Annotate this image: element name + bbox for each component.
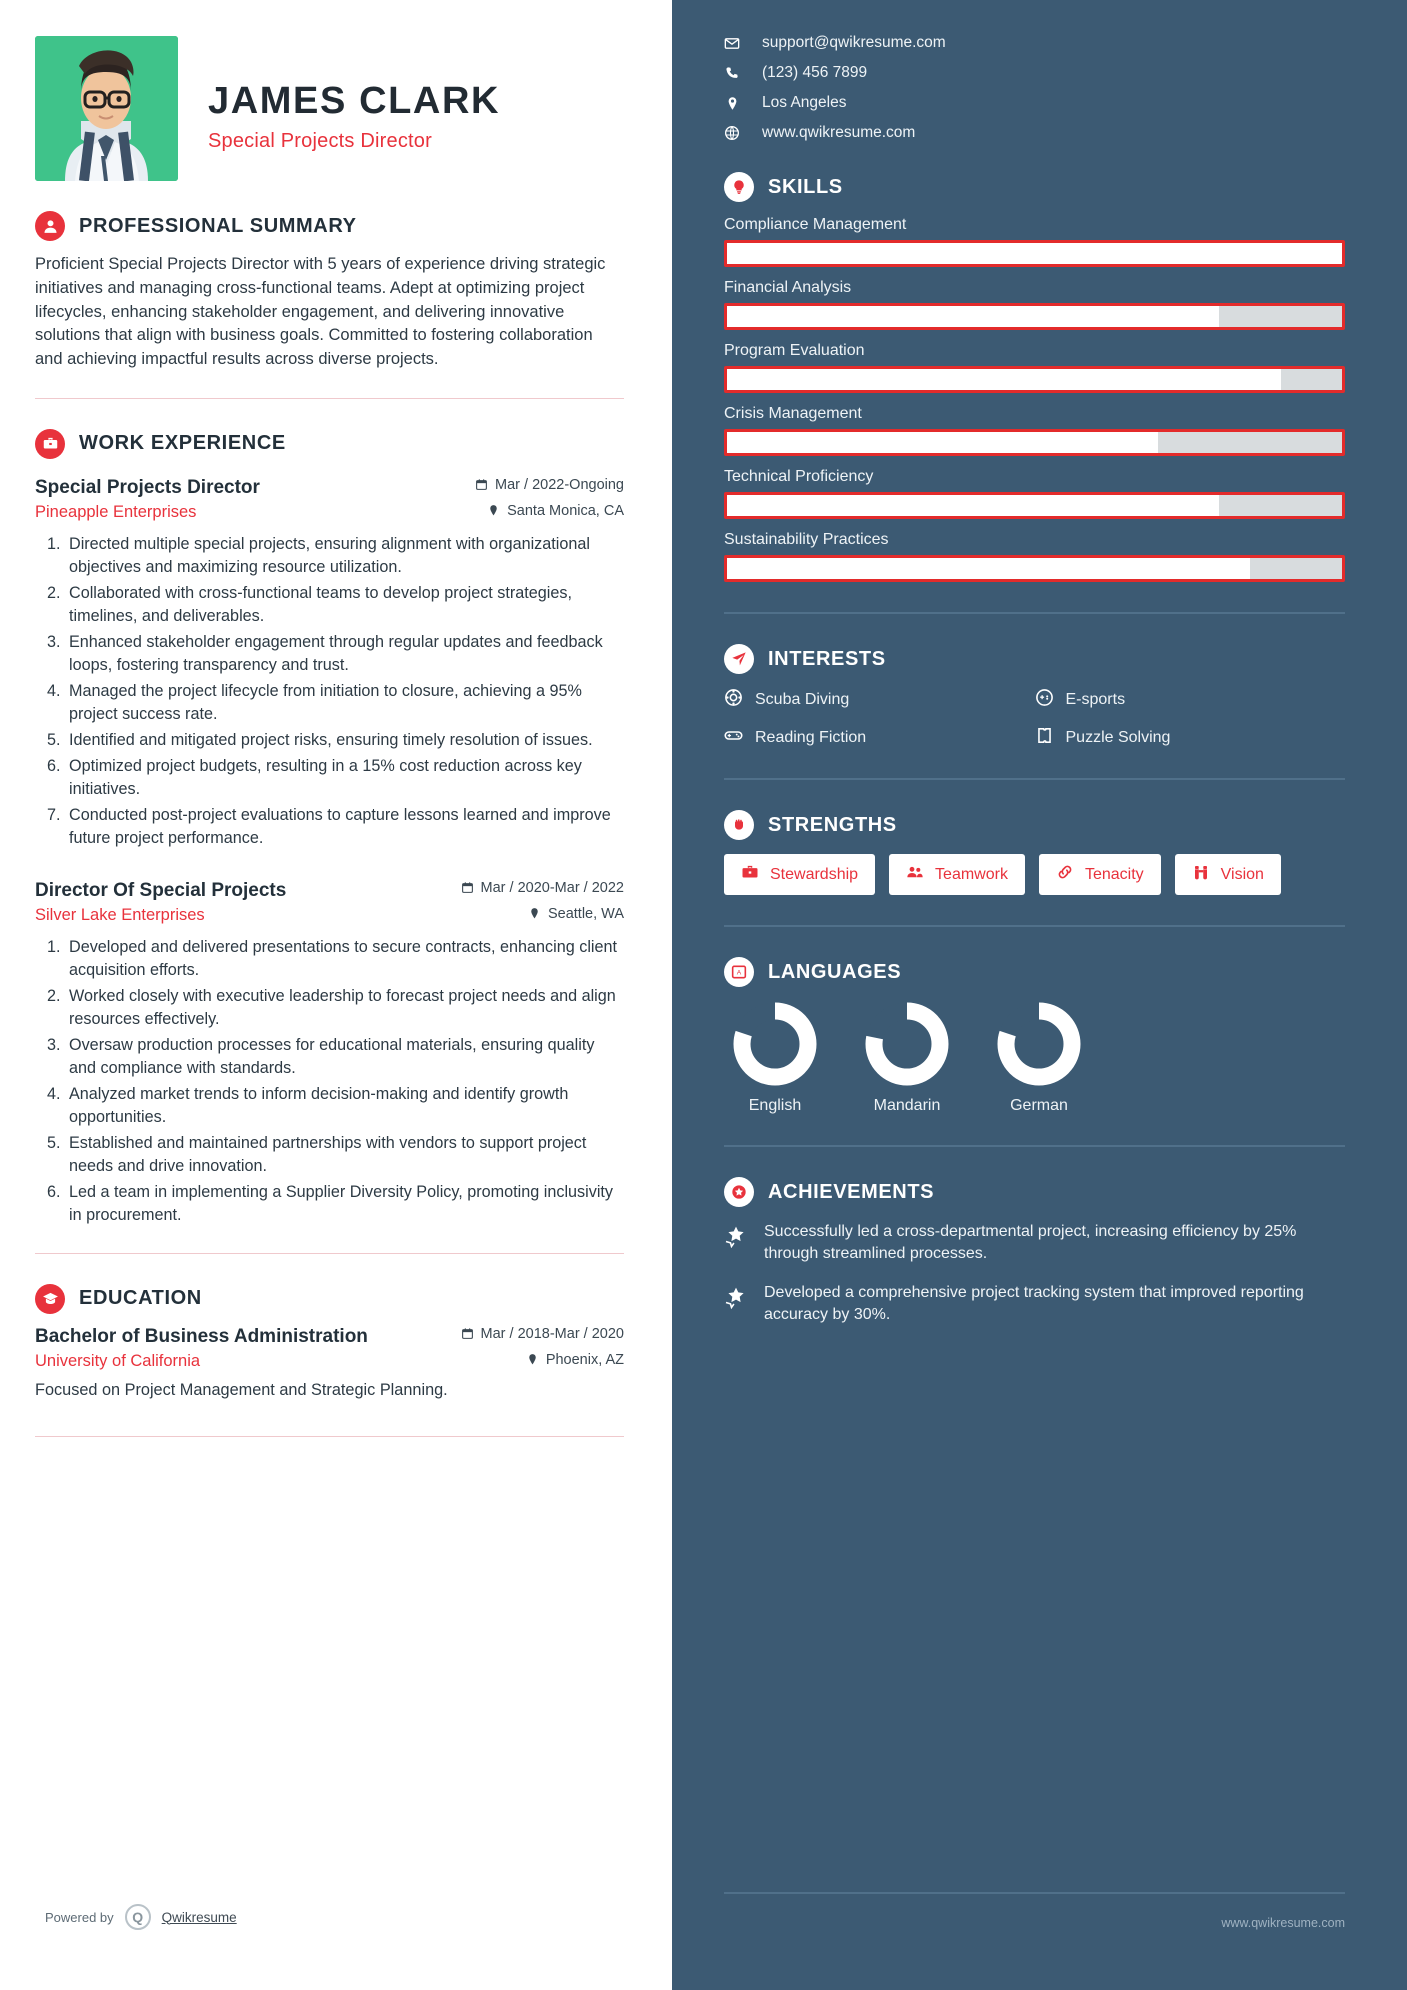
interest-item: [1035, 726, 1346, 750]
calendar-icon: [461, 1327, 474, 1340]
pin-icon: [487, 504, 500, 517]
skill-progress-fill: [727, 243, 1342, 264]
list-item: 6. Optimized project budgets, resulting in a 15% cost reduction across key initiatives.: [65, 755, 624, 801]
job-bullets: [65, 533, 624, 850]
strength-label: Teamwork: [935, 865, 1008, 883]
strengths-section-header: [724, 810, 1345, 840]
section-languages: [724, 957, 1345, 1115]
skill-progress-bar: [724, 366, 1345, 393]
link-icon: [1056, 863, 1074, 886]
profile-photo-illustration: [35, 36, 178, 181]
sidebar-footer-url: www.qwikresume.com: [1221, 1916, 1345, 1930]
job-company: Silver Lake Enterprises: [35, 905, 205, 924]
svg-text:A: A: [736, 969, 742, 977]
skill-progress-fill: [727, 306, 1219, 327]
contact-email-text: support@qwikresume.com: [762, 34, 946, 51]
job-company-row: [35, 906, 624, 925]
section-education: [35, 1284, 624, 1400]
achievements-section-header: [724, 1177, 1345, 1207]
education-location-text: Phoenix, AZ: [545, 1351, 624, 1368]
job-header-row: [35, 880, 624, 902]
list-item: 5. Established and maintained partnerships with vendors to support project needs and drive innovation.: [65, 1132, 624, 1178]
list-item: 5. Identified and mitigated project risks, ensuring timely resolution of issues.: [65, 729, 624, 752]
interest-item: [1035, 688, 1346, 712]
user-icon: [35, 211, 65, 241]
skill-progress-fill: [727, 495, 1219, 516]
job-dates-text: Mar / 2022-Ongoing: [495, 476, 624, 493]
pin-icon: [526, 1353, 539, 1366]
languages-section-title: LANGUAGES: [768, 960, 902, 983]
job-dates-text: Mar / 2020-Mar / 2022: [480, 879, 624, 896]
divider: [35, 1436, 624, 1437]
contact-block: [724, 34, 1345, 142]
divider: [724, 1145, 1345, 1147]
job-header-row: [35, 477, 624, 499]
strength-chip: [1175, 854, 1281, 895]
briefcase-icon: [741, 863, 759, 886]
school-name: University of California: [35, 1351, 201, 1370]
summary-text: Proficient Special Projects Director with 5 years of experience driving strategic initiatives and managing cross-functional teams. Adept at optimizing project lifecycles, enhancing stakeholder engagement, and delivering innovative solutions that align with business goals. Committed to fostering collaboration and achieving impactful results across diverse projects.: [35, 255, 606, 368]
education-section-title: EDUCATION: [79, 1287, 202, 1310]
left-column: [0, 0, 672, 1990]
job-title: Special Projects Director: [35, 476, 260, 498]
skill-item: [724, 531, 1345, 582]
education-section-header: [35, 1284, 624, 1314]
skill-label: Crisis Management: [724, 405, 862, 422]
achievements-list: [724, 1221, 1345, 1327]
divider: [724, 612, 1345, 614]
briefcase-icon: [35, 429, 65, 459]
skill-item: [724, 405, 1345, 456]
education-dates-text: Mar / 2018-Mar / 2020: [480, 1325, 624, 1342]
list-item: 3. Enhanced stakeholder engagement through regular updates and feedback loops, fostering transparency and trust.: [65, 631, 624, 677]
divider: [35, 398, 624, 399]
contact-phone[interactable]: [724, 64, 1345, 82]
skill-item: [724, 342, 1345, 393]
list-item: 2. Collaborated with cross-functional teams to develop project strategies, timelines, and deliverables.: [65, 582, 624, 628]
language-item: [732, 1001, 818, 1115]
job-company-row: [35, 503, 624, 522]
section-interests: [724, 644, 1345, 764]
job-location-text: Seattle, WA: [547, 905, 624, 922]
achievements-section-title: ACHIEVEMENTS: [768, 1180, 935, 1203]
skills-list: [724, 216, 1345, 582]
right-sidebar: [672, 0, 1407, 1990]
list-item: 3. Oversaw production processes for educational materials, ensuring quality and compliance with standards.: [65, 1034, 624, 1080]
divider: [724, 1892, 1345, 1894]
language-donut-chart: [996, 1001, 1082, 1087]
skill-progress-fill: [727, 558, 1250, 579]
lightbulb-icon: [724, 172, 754, 202]
binoculars-icon: [1192, 863, 1210, 886]
page-title: JAMES CLARK: [208, 80, 501, 123]
language-donut-chart: [732, 1001, 818, 1087]
gamepad-round-icon: [1035, 688, 1054, 712]
contact-website[interactable]: [724, 124, 1345, 142]
star-badge-icon: [724, 1177, 754, 1207]
divider: [35, 1253, 624, 1254]
education-school-row: [35, 1352, 624, 1371]
language-label: Mandarin: [873, 1097, 941, 1114]
globe-icon: [724, 125, 740, 141]
people-icon: [906, 863, 924, 886]
job-location: [528, 906, 624, 922]
list-item: 1. Developed and delivered presentations to secure contracts, enhancing client acquisition efforts.: [65, 936, 624, 982]
strength-chip: [724, 854, 875, 895]
languages-list: [724, 1001, 1345, 1115]
footer-branding: [45, 1904, 237, 1930]
contact-website-text: www.qwikresume.com: [762, 124, 916, 141]
divider: [724, 778, 1345, 780]
language-label: English: [748, 1097, 802, 1114]
achievement-item: [724, 1282, 1345, 1327]
powered-by-label: Powered by: [45, 1909, 114, 1925]
job-company: Pineapple Enterprises: [35, 502, 197, 521]
experience-section-title: WORK EXPERIENCE: [79, 432, 286, 455]
interest-label: Scuba Diving: [755, 691, 850, 708]
interest-label: E-sports: [1065, 691, 1126, 708]
achievement-star-icon: [724, 1221, 748, 1255]
interest-label: Reading Fiction: [755, 729, 867, 746]
language-item: [996, 1001, 1082, 1115]
strength-label: Stewardship: [770, 865, 859, 883]
contact-phone-text: (123) 456 7899: [762, 64, 868, 81]
pin-icon: [528, 907, 541, 920]
skill-progress-bar: [724, 429, 1345, 456]
achievement-star-icon: [724, 1282, 748, 1316]
skills-section-title: SKILLS: [768, 175, 843, 198]
experience-section-header: [35, 429, 624, 459]
contact-email[interactable]: [724, 34, 1345, 52]
education-entry: [35, 1326, 624, 1400]
skill-label: Compliance Management: [724, 216, 907, 233]
job-bullets: [65, 936, 624, 1227]
skill-label: Sustainability Practices: [724, 531, 889, 548]
interests-list: [724, 688, 1345, 764]
list-item: 4. Managed the project lifecycle from initiation to closure, achieving a 95% project success rate.: [65, 680, 624, 726]
skill-progress-bar: [724, 492, 1345, 519]
puzzle-icon: [1035, 726, 1054, 750]
qwikresume-link[interactable]: Qwikresume: [161, 1909, 237, 1925]
list-item: 7. Conducted post-project evaluations to capture lessons learned and improve future project performance.: [65, 804, 624, 850]
phone-icon: [724, 65, 740, 81]
job-entry: [35, 477, 624, 850]
education-header-row: [35, 1326, 624, 1348]
strengths-list: [724, 854, 1345, 895]
envelope-icon: [724, 35, 740, 52]
section-achievements: [724, 1177, 1345, 1327]
list-item: 2. Worked closely with executive leadership to forecast project needs and align resources effectively.: [65, 985, 624, 1031]
interest-item: [724, 726, 1035, 750]
job-dates: [461, 880, 624, 896]
section-skills: [724, 172, 1345, 582]
interest-label: Puzzle Solving: [1065, 729, 1171, 746]
section-work-experience: [35, 429, 624, 1227]
language-label: German: [1010, 1097, 1068, 1114]
strength-label: Tenacity: [1084, 865, 1144, 883]
pin-icon: [724, 96, 740, 111]
list-item: 6. Led a team in implementing a Supplier Diversity Policy, promoting inclusivity in procurement.: [65, 1181, 624, 1227]
paper-plane-icon: [724, 644, 754, 674]
job-title: Director Of Special Projects: [35, 879, 287, 901]
contact-location: [724, 94, 1345, 112]
fist-icon: [724, 810, 754, 840]
skill-progress-bar: [724, 240, 1345, 267]
skill-label: Program Evaluation: [724, 342, 865, 359]
skill-progress-bar: [724, 555, 1345, 582]
header-text: [208, 64, 500, 153]
contact-location-text: Los Angeles: [762, 94, 847, 111]
skill-progress-fill: [727, 432, 1158, 453]
education-location: [526, 1352, 624, 1368]
list-item: 4. Analyzed market trends to inform decision-making and identify growth opportunities.: [65, 1083, 624, 1129]
skill-item: [724, 468, 1345, 519]
calendar-icon: [461, 881, 474, 894]
gamepad-icon: [724, 726, 743, 750]
strengths-section-title: STRENGTHS: [768, 813, 897, 836]
education-detail: Focused on Project Management and Strategic Planning.: [35, 1380, 448, 1399]
job-role-subtitle: Special Projects Director: [208, 129, 432, 152]
lifebuoy-icon: [724, 688, 743, 712]
interests-section-title: INTERESTS: [768, 647, 886, 670]
summary-section-header: [35, 211, 624, 241]
achievement-item: [724, 1221, 1345, 1266]
language-item: [864, 1001, 950, 1115]
resume-header: [35, 36, 624, 181]
summary-section-title: PROFESSIONAL SUMMARY: [79, 214, 357, 237]
degree-title: Bachelor of Business Administration: [35, 1325, 368, 1347]
skills-section-header: [724, 172, 1345, 202]
section-strengths: [724, 810, 1345, 895]
qwikresume-logo-icon: Q: [125, 1904, 151, 1930]
calendar-icon: [475, 478, 488, 491]
achievement-text: Successfully led a cross-departmental project, increasing efficiency by 25% through streamlined processes.: [764, 1223, 1297, 1263]
skill-item: [724, 216, 1345, 267]
section-professional-summary: [35, 211, 624, 372]
skill-item: [724, 279, 1345, 330]
skill-progress-fill: [727, 369, 1281, 390]
language-donut-chart: [864, 1001, 950, 1087]
avatar: [35, 36, 178, 181]
divider: [724, 925, 1345, 927]
interest-item: [724, 688, 1035, 712]
translate-icon: [724, 957, 754, 987]
skill-label: Technical Proficiency: [724, 468, 874, 485]
languages-section-header: [724, 957, 1345, 987]
job-dates: [475, 477, 624, 493]
list-item: 1. Directed multiple special projects, ensuring alignment with organizational objectives and maximizing resource utilization.: [65, 533, 624, 579]
graduation-cap-icon: [35, 1284, 65, 1314]
job-location-text: Santa Monica, CA: [507, 502, 624, 519]
strength-chip: [889, 854, 1025, 895]
skill-progress-bar: [724, 303, 1345, 330]
education-dates: [461, 1326, 624, 1342]
job-location: [487, 503, 624, 519]
skill-label: Financial Analysis: [724, 279, 852, 296]
job-entry: [35, 880, 624, 1227]
achievement-text: Developed a comprehensive project tracking system that improved reporting accuracy by 30%.: [764, 1283, 1304, 1324]
strength-label: Vision: [1220, 865, 1264, 883]
strength-chip: [1039, 854, 1161, 895]
interests-section-header: [724, 644, 1345, 674]
